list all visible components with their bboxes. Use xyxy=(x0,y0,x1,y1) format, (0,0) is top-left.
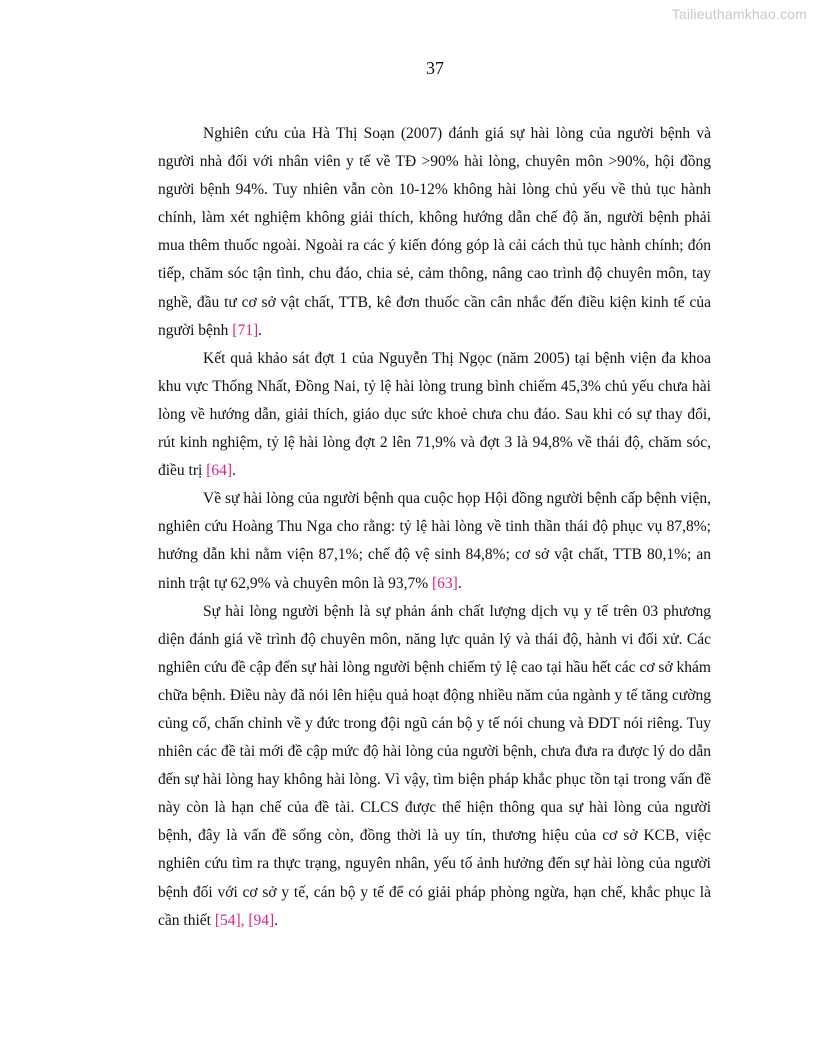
paragraph-text: Kết quả khảo sát đợt 1 của Nguyễn Thị Ngọc (năm 2005) tại bệnh viện đa khoa khu vực Thống Nhất, Đồng Nai, tỷ lệ hài lòng trung bình chiếm 45,3% chủ yếu chưa hài lòng về hướng dẫn, giải thích, giáo dục sức khoẻ chưa chu đáo. Sau khi có sự thay đổi, rút kinh nghiệm, tỷ lệ hài lòng đợt 2 lên 71,9% và đợt 3 là 94,8% về thái độ, chăm sóc, điều trị xyxy=(158,349,711,480)
paragraph xyxy=(158,485,711,597)
citation-link[interactable]: [64] xyxy=(206,462,233,480)
citation-link[interactable]: [71] xyxy=(232,321,259,339)
paragraph-end: . xyxy=(274,911,279,929)
page-number: 37 xyxy=(426,58,444,78)
paragraph-text: Nghiên cứu của Hà Thị Soạn (2007) đánh giá sự hài lòng của người bệnh và người nhà đối với nhân viên y tế về TĐ >90% hài lòng, chuyên môn >90%, hội đồng người bệnh 94%. Tuy nhiên vẫn còn 10-12% không hài lòng chủ yếu về thủ tục hành chính, làm xét nghiệm không giải thích, không hướng dẫn chế độ ăn, người bệnh phải mua thêm thuốc ngoài. Ngoài ra các ý kiến đóng góp là cải cách thủ tục hành chính; đón tiếp, chăm sóc tận tình, chu đáo, chia sẻ, cảm thông, nâng cao trình độ chuyên môn, tay nghề, đầu tư cơ sở vật chất, TTB, kê đơn thuốc cần cân nhắc đến điều kiện kinh tế của người bệnh xyxy=(158,125,711,339)
paragraph-end: . xyxy=(457,574,462,592)
paragraph-end: . xyxy=(258,321,262,339)
citation-link[interactable]: [63] xyxy=(432,574,458,592)
paragraph-text: Sự hài lòng người bệnh là sự phản ánh chất lượng dịch vụ y tế trên 03 phương diện đánh giá về trình độ chuyên môn, năng lực quản lý và thái độ, hành vi đối xử. Các nghiên cứu đề cập đến sự hài lòng người bệnh chiếm tỷ lệ cao tại hầu hết các cơ sở khám chữa bệnh. Điều này đã nói lên hiệu quả hoạt động nhiều năm của ngành y tế tăng cường củng cố, chấn chỉnh về y đức trong đội ngũ cán bộ y tế nói chung và ĐDT nói riêng. Tuy nhiên các đề tài mới đề cập mức độ hài lòng của người bệnh, chưa đưa ra được lý do dẫn đến sự hài lòng hay không hài lòng. Vì vậy, tìm biện pháp khắc phục tồn tại trong vấn đề này còn là hạn chế của đề tài. CLCS được thể hiện thông qua sự hài lòng của người bệnh, đây là vấn đề sống còn, đồng thời là uy tín, thương hiệu của cơ sở KCB, việc nghiên cứu tìm ra thực trạng, nguyên nhân, yếu tố ảnh hưởng đến sự hài lòng của người bệnh đối với cơ sở y tế, cán bộ y tế để có giải pháp phòng ngừa, hạn chế, khắc phục là cần thiết xyxy=(158,602,711,929)
citation-link[interactable]: [54], [94] xyxy=(214,911,275,929)
document-body xyxy=(158,120,711,935)
paragraph xyxy=(158,598,711,935)
watermark-text: Tailieuthamkhao.com xyxy=(671,6,807,22)
paragraph xyxy=(158,345,711,485)
paragraph-text: Về sự hài lòng của người bệnh qua cuộc họp Hội đồng người bệnh cấp bệnh viện, nghiên cứu Hoàng Thu Nga cho rằng: tỷ lệ hài lòng về tinh thần thái độ phục vụ 87,8%; hướng dẫn khi nằm viện 87,1%; chế độ vệ sinh 84,8%; cơ sở vật chất, TTB 80,1%; an ninh trật tự 62,9% và chuyên môn là 93,7% xyxy=(158,490,711,592)
paragraph xyxy=(158,120,711,345)
paragraph-end: . xyxy=(232,462,236,480)
